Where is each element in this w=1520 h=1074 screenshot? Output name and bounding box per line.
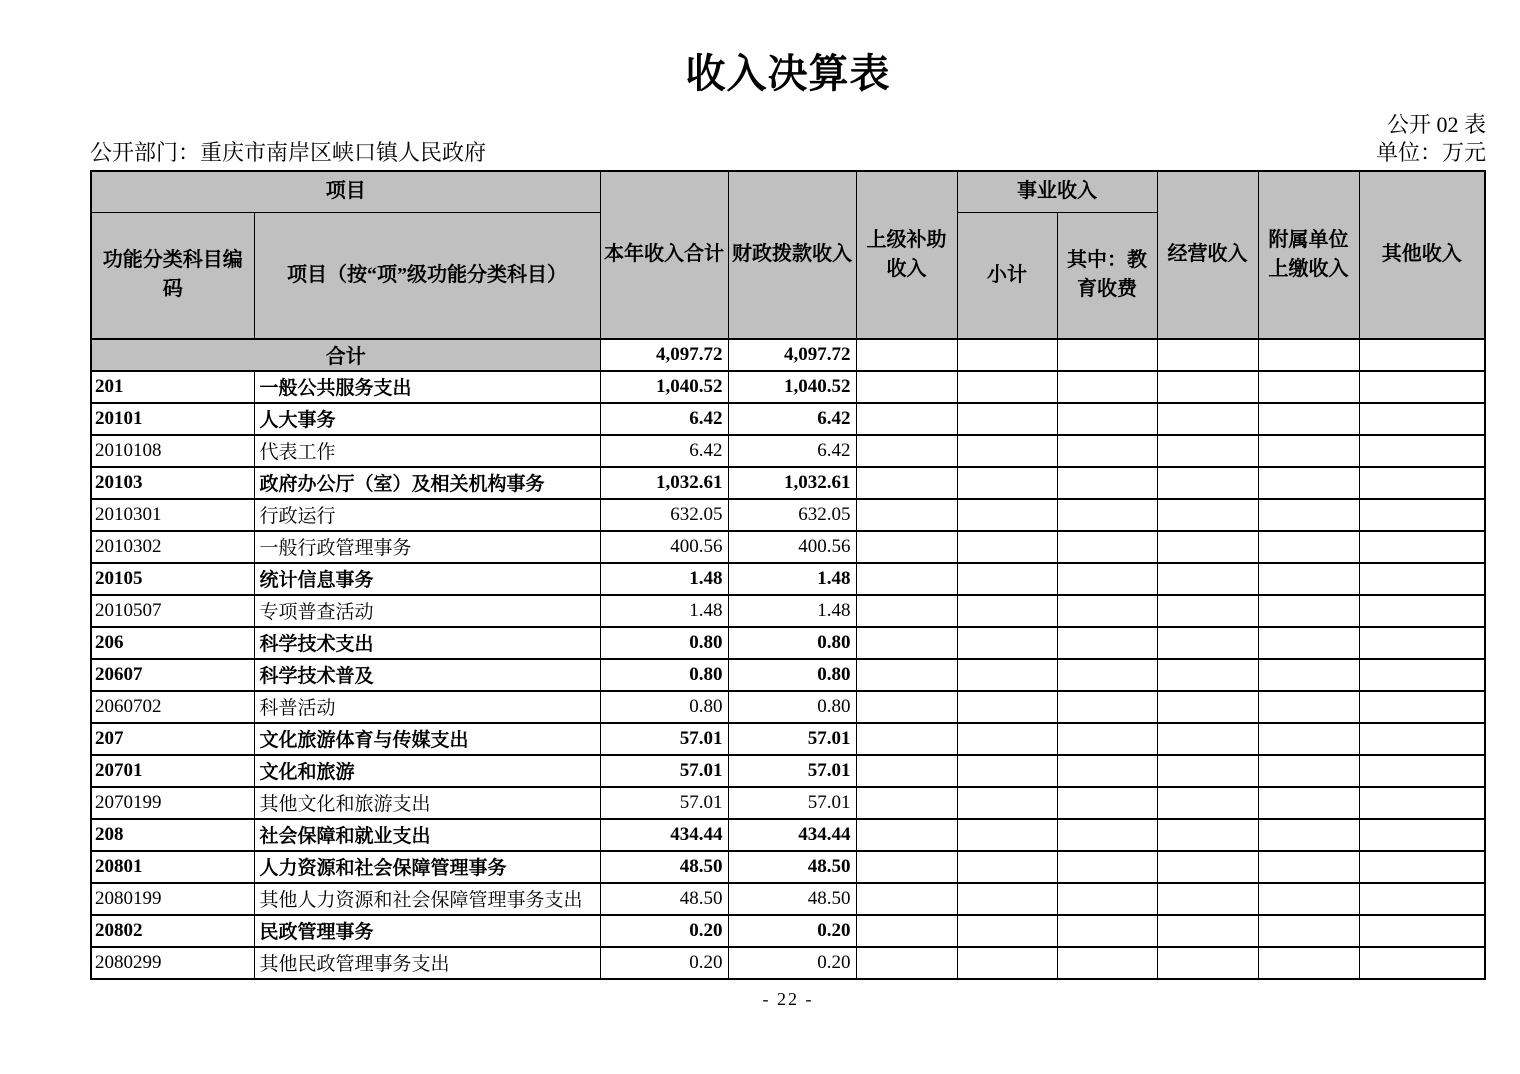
row-total-income: 6.42 — [600, 435, 728, 467]
empty-cell — [1057, 787, 1157, 819]
empty-cell — [1157, 851, 1258, 883]
empty-cell — [1359, 627, 1485, 659]
empty-cell — [1359, 531, 1485, 563]
row-code: 208 — [91, 819, 254, 851]
row-name: 其他人力资源和社会保障管理事务支出 — [254, 883, 600, 915]
empty-cell — [1258, 531, 1359, 563]
empty-cell — [1157, 499, 1258, 531]
empty-cell — [957, 883, 1057, 915]
row-code: 20801 — [91, 851, 254, 883]
empty-cell — [1359, 435, 1485, 467]
row-name: 科普活动 — [254, 691, 600, 723]
row-fiscal-allocation: 57.01 — [728, 787, 856, 819]
row-name: 行政运行 — [254, 499, 600, 531]
row-total-income: 1,040.52 — [600, 371, 728, 403]
empty-cell — [957, 499, 1057, 531]
empty-cell — [1057, 659, 1157, 691]
empty-cell — [957, 723, 1057, 755]
row-fiscal-allocation: 434.44 — [728, 819, 856, 851]
row-code: 20701 — [91, 755, 254, 787]
empty-cell — [856, 595, 957, 627]
empty-cell — [957, 755, 1057, 787]
empty-cell — [1057, 563, 1157, 595]
empty-cell — [856, 883, 957, 915]
department-line: 公开部门：重庆市南岸区峡口镇人民政府 — [90, 140, 487, 166]
row-code: 201 — [91, 371, 254, 403]
table-row — [91, 435, 1485, 467]
empty-cell — [957, 435, 1057, 467]
empty-cell — [1258, 563, 1359, 595]
row-fiscal-allocation: 6.42 — [728, 435, 856, 467]
row-fiscal-allocation: 48.50 — [728, 883, 856, 915]
table-row — [91, 371, 1485, 403]
row-code: 206 — [91, 627, 254, 659]
empty-cell — [1359, 723, 1485, 755]
row-fiscal-allocation: 400.56 — [728, 531, 856, 563]
empty-cell — [1258, 723, 1359, 755]
row-total-income: 1.48 — [600, 563, 728, 595]
empty-cell — [1359, 595, 1485, 627]
empty-cell — [1258, 659, 1359, 691]
row-total-income: 434.44 — [600, 819, 728, 851]
table-row — [91, 883, 1485, 915]
row-code: 207 — [91, 723, 254, 755]
empty-cell — [957, 403, 1057, 435]
row-code: 2010108 — [91, 435, 254, 467]
row-name: 人力资源和社会保障管理事务 — [254, 851, 600, 883]
row-name: 科学技术普及 — [254, 659, 600, 691]
table-row — [91, 467, 1485, 499]
empty-cell — [957, 819, 1057, 851]
empty-cell — [957, 371, 1057, 403]
empty-cell — [1258, 627, 1359, 659]
table-row — [91, 499, 1485, 531]
empty-cell — [856, 499, 957, 531]
meta-line — [90, 140, 1486, 166]
row-fiscal-allocation: 0.80 — [728, 627, 856, 659]
table-row — [91, 723, 1485, 755]
empty-cell — [856, 947, 957, 979]
row-fiscal-allocation: 1.48 — [728, 563, 856, 595]
header-project-name: 项目（按“项”级功能分类科目） — [254, 212, 600, 339]
row-total-income: 400.56 — [600, 531, 728, 563]
table-row — [91, 915, 1485, 947]
empty-cell — [856, 691, 957, 723]
row-code: 2070199 — [91, 787, 254, 819]
row-name: 一般行政管理事务 — [254, 531, 600, 563]
empty-cell — [1258, 851, 1359, 883]
row-fiscal-allocation: 57.01 — [728, 755, 856, 787]
total-income-value: 4,097.72 — [600, 339, 728, 371]
header-total-income: 本年收入合计 — [600, 171, 728, 339]
empty-cell — [1359, 691, 1485, 723]
empty-cell — [1258, 947, 1359, 979]
empty-cell — [1258, 915, 1359, 947]
header-fiscal-allocation: 财政拨款收入 — [728, 171, 856, 339]
empty-cell — [957, 947, 1057, 979]
row-fiscal-allocation: 0.80 — [728, 691, 856, 723]
empty-cell — [856, 819, 957, 851]
empty-cell — [1057, 819, 1157, 851]
empty-cell — [957, 915, 1057, 947]
empty-cell — [1057, 499, 1157, 531]
table-row — [91, 755, 1485, 787]
row-total-income: 6.42 — [600, 403, 728, 435]
empty-cell — [1057, 371, 1157, 403]
empty-cell — [1359, 755, 1485, 787]
header-project-group: 项目 — [91, 171, 600, 213]
table-row — [91, 851, 1485, 883]
total-label: 合计 — [91, 339, 600, 371]
row-code: 2060702 — [91, 691, 254, 723]
row-fiscal-allocation: 6.42 — [728, 403, 856, 435]
table-row — [91, 627, 1485, 659]
empty-cell — [856, 531, 957, 563]
empty-cell — [1359, 659, 1485, 691]
empty-cell — [1258, 403, 1359, 435]
empty-cell — [1157, 403, 1258, 435]
row-code: 2080299 — [91, 947, 254, 979]
empty-cell — [1157, 755, 1258, 787]
empty-cell — [856, 467, 957, 499]
row-name: 民政管理事务 — [254, 915, 600, 947]
row-fiscal-allocation: 0.20 — [728, 947, 856, 979]
row-name: 社会保障和就业支出 — [254, 819, 600, 851]
empty-cell — [1157, 467, 1258, 499]
empty-cell — [957, 531, 1057, 563]
row-fiscal-allocation: 1,040.52 — [728, 371, 856, 403]
header-subtotal: 小计 — [957, 212, 1057, 339]
row-total-income: 0.20 — [600, 947, 728, 979]
empty-cell — [1157, 723, 1258, 755]
empty-cell — [1057, 339, 1157, 371]
page-number: - 22 - — [762, 988, 814, 1009]
page-title: 收入决算表 — [685, 51, 891, 96]
row-total-income: 0.80 — [600, 659, 728, 691]
table-row — [91, 563, 1485, 595]
empty-cell — [1359, 371, 1485, 403]
row-code: 20607 — [91, 659, 254, 691]
empty-cell — [1057, 403, 1157, 435]
empty-cell — [1157, 915, 1258, 947]
empty-cell — [1057, 691, 1157, 723]
empty-cell — [856, 563, 957, 595]
header-other-income: 其他收入 — [1359, 171, 1485, 339]
empty-cell — [856, 723, 957, 755]
empty-cell — [1157, 819, 1258, 851]
total-fiscal-value: 4,097.72 — [728, 339, 856, 371]
empty-cell — [1258, 819, 1359, 851]
row-total-income: 0.20 — [600, 915, 728, 947]
row-name: 政府办公厅（室）及相关机构事务 — [254, 467, 600, 499]
empty-cell — [957, 659, 1057, 691]
empty-cell — [856, 755, 957, 787]
row-fiscal-allocation: 1.48 — [728, 595, 856, 627]
row-total-income: 48.50 — [600, 851, 728, 883]
empty-cell — [1157, 659, 1258, 691]
row-name: 科学技术支出 — [254, 627, 600, 659]
empty-cell — [1157, 787, 1258, 819]
row-code: 2010302 — [91, 531, 254, 563]
row-name: 人大事务 — [254, 403, 600, 435]
header-function-code: 功能分类科目编码 — [91, 212, 254, 339]
row-total-income: 1,032.61 — [600, 467, 728, 499]
empty-cell — [957, 787, 1057, 819]
row-fiscal-allocation: 57.01 — [728, 723, 856, 755]
empty-cell — [957, 627, 1057, 659]
empty-cell — [1057, 851, 1157, 883]
header-affiliated-units: 附属单位上缴收入 — [1258, 171, 1359, 339]
empty-cell — [1157, 883, 1258, 915]
empty-cell — [856, 403, 957, 435]
empty-cell — [957, 595, 1057, 627]
row-code: 20103 — [91, 467, 254, 499]
empty-cell — [1057, 883, 1157, 915]
form-number: 公开 02 表 — [1386, 112, 1486, 137]
row-name: 文化旅游体育与传媒支出 — [254, 723, 600, 755]
table-row — [91, 659, 1485, 691]
empty-cell — [1258, 499, 1359, 531]
table-row — [91, 947, 1485, 979]
row-total-income: 57.01 — [600, 755, 728, 787]
empty-cell — [856, 627, 957, 659]
empty-cell — [1258, 787, 1359, 819]
empty-cell — [1057, 595, 1157, 627]
empty-cell — [957, 563, 1057, 595]
row-fiscal-allocation: 1,032.61 — [728, 467, 856, 499]
empty-cell — [856, 787, 957, 819]
empty-cell — [1157, 563, 1258, 595]
row-name: 一般公共服务支出 — [254, 371, 600, 403]
empty-cell — [1359, 883, 1485, 915]
empty-cell — [1057, 723, 1157, 755]
empty-cell — [856, 435, 957, 467]
row-total-income: 48.50 — [600, 883, 728, 915]
empty-cell — [1359, 947, 1485, 979]
row-fiscal-allocation: 48.50 — [728, 851, 856, 883]
empty-cell — [1157, 339, 1258, 371]
empty-cell — [856, 339, 957, 371]
row-code: 20802 — [91, 915, 254, 947]
empty-cell — [1157, 595, 1258, 627]
empty-cell — [1359, 563, 1485, 595]
row-total-income: 0.80 — [600, 691, 728, 723]
empty-cell — [957, 851, 1057, 883]
unit-line: 单位：万元 — [1375, 140, 1486, 166]
empty-cell — [957, 691, 1057, 723]
row-code: 2080199 — [91, 883, 254, 915]
empty-cell — [1258, 371, 1359, 403]
empty-cell — [856, 371, 957, 403]
empty-cell — [1057, 627, 1157, 659]
empty-cell — [1157, 691, 1258, 723]
empty-cell — [1258, 467, 1359, 499]
empty-cell — [1157, 531, 1258, 563]
empty-cell — [856, 851, 957, 883]
row-total-income: 0.80 — [600, 627, 728, 659]
empty-cell — [1157, 371, 1258, 403]
row-name: 其他文化和旅游支出 — [254, 787, 600, 819]
empty-cell — [1359, 467, 1485, 499]
row-fiscal-allocation: 0.20 — [728, 915, 856, 947]
empty-cell — [1057, 755, 1157, 787]
empty-cell — [1359, 787, 1485, 819]
table-row — [91, 691, 1485, 723]
row-fiscal-allocation: 632.05 — [728, 499, 856, 531]
empty-cell — [1258, 755, 1359, 787]
empty-cell — [856, 915, 957, 947]
empty-cell — [1258, 339, 1359, 371]
row-fiscal-allocation: 0.80 — [728, 659, 856, 691]
table-row — [91, 403, 1485, 435]
row-total-income: 57.01 — [600, 723, 728, 755]
row-name: 专项普查活动 — [254, 595, 600, 627]
table-row — [91, 819, 1485, 851]
table-row — [91, 787, 1485, 819]
row-code: 20105 — [91, 563, 254, 595]
empty-cell — [1057, 947, 1157, 979]
income-table — [90, 170, 1486, 980]
row-total-income: 57.01 — [600, 787, 728, 819]
empty-cell — [856, 659, 957, 691]
row-total-income: 1.48 — [600, 595, 728, 627]
row-name: 代表工作 — [254, 435, 600, 467]
empty-cell — [1057, 531, 1157, 563]
empty-cell — [1359, 851, 1485, 883]
table-row — [91, 595, 1485, 627]
empty-cell — [1359, 819, 1485, 851]
empty-cell — [1057, 915, 1157, 947]
empty-cell — [1359, 499, 1485, 531]
empty-cell — [1359, 339, 1485, 371]
row-code: 2010507 — [91, 595, 254, 627]
empty-cell — [1157, 435, 1258, 467]
empty-cell — [1258, 595, 1359, 627]
empty-cell — [1258, 435, 1359, 467]
empty-cell — [957, 467, 1057, 499]
empty-cell — [957, 339, 1057, 371]
empty-cell — [1157, 947, 1258, 979]
total-row — [91, 339, 1485, 371]
row-code: 2010301 — [91, 499, 254, 531]
empty-cell — [1359, 403, 1485, 435]
header-education-fee: 其中：教育收费 — [1057, 212, 1157, 339]
header-operating-income: 经营收入 — [1157, 171, 1258, 339]
empty-cell — [1258, 691, 1359, 723]
header-superior-subsidy: 上级补助收入 — [856, 171, 957, 339]
row-code: 20101 — [91, 403, 254, 435]
empty-cell — [1057, 467, 1157, 499]
row-name: 文化和旅游 — [254, 755, 600, 787]
empty-cell — [1359, 915, 1485, 947]
empty-cell — [1258, 883, 1359, 915]
row-name: 其他民政管理事务支出 — [254, 947, 600, 979]
row-name: 统计信息事务 — [254, 563, 600, 595]
row-total-income: 632.05 — [600, 499, 728, 531]
table-row — [91, 531, 1485, 563]
empty-cell — [1157, 627, 1258, 659]
empty-cell — [1057, 435, 1157, 467]
header-business-income-group: 事业收入 — [957, 171, 1157, 213]
